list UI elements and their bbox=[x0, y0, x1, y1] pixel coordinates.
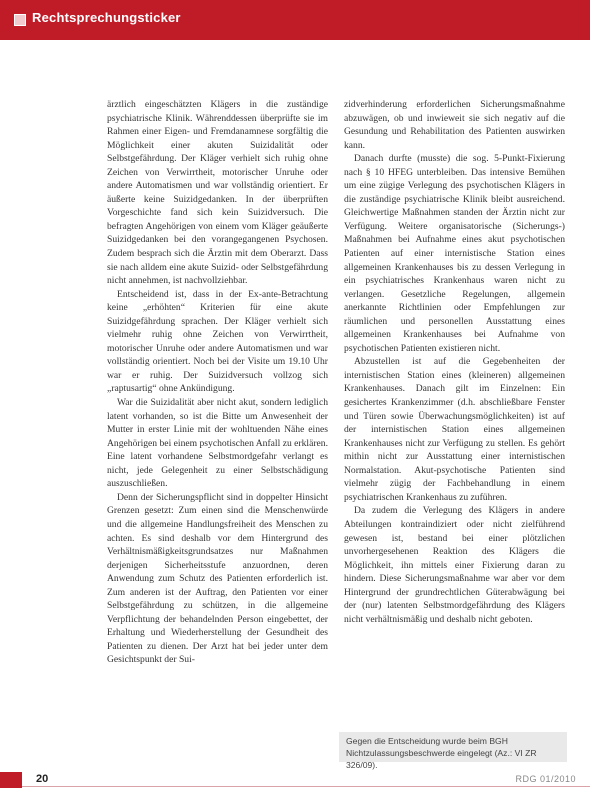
text-column-left bbox=[107, 98, 328, 667]
paragraph: zidverhinderung erforderlichen Sicherungsmaßnahme abzuwägen, ob und inwieweit sie sich negativ auf die Gesundung und Rehabilitation des Patienten auswirken kann. bbox=[344, 99, 565, 151]
paragraph: ärztlich eingeschätzten Klägers in die zuständige psychiatrische Klinik. Währenddessen überprüfte sie im Rahmen einer Eigen- und Fremdanamnese sorgfältig die Möglichkeit einer akuten Suizidalität oder Selbstgefährdung. Der Kläger verhielt sich ruhig ohne Zeichen von Verwirrtheit, motorischer Unruhe oder andere Automatismen und war vollständig orientiert. Er äußerte keine Suizidgedanken. In der überprüften Vorgeschichte fand sich kein Suizidversuch. Die befragten Angehörigen von einem vom Kläger geäußerte Suizidgedanken bei den vorangegangenen Psychosen. Zudem besprach sich die Ärztin mit dem Oberarzt. Dass sie nach alldem eine akute Suizid- oder Selbstgefährdung nicht annehmen, ist nachvollziehbar. bbox=[107, 99, 328, 287]
paragraph: War die Suizidalität aber nicht akut, sondern lediglich latent vorhanden, so ist die Bitte um Anwesenheit der Mutter in erster Linie mit der wohltuenden Nähe eines Angehörigen bei einem psychotischen Anfall zu erklären. Eine latent vorhandene Selbstmordgefahr verlangt es nicht, jede Gelegenheit zu einer Selbstschädigung auszuschließen. bbox=[107, 397, 328, 490]
text-column-right bbox=[344, 98, 565, 626]
paragraph: Abzustellen ist auf die Gegebenheiten der internistischen Station eines (kleineren) allgemeinen Krankenhauses. Danach gilt im Einzelnen: Ein gesichertes Krankenzimmer (d.h. abschließbare Fenster und Türen sowie Überwachungsmöglichkeiten) ist auf der internistischen Station eines allgemeinen Krankenhauses nicht zur Verfügung zu stellen. Es gehört mithin nicht zur Ausstattung einer internistischen Normalstation. Akut-psychotische Patienten sind vielmehr zügig der Fachbehandlung in einem psychiatrischen Krankenhaus zu zuführen. bbox=[344, 356, 565, 503]
footer-rule bbox=[22, 786, 590, 787]
note-box bbox=[339, 732, 567, 770]
footer-accent bbox=[0, 772, 22, 788]
journal-issue: RDG 01/2010 bbox=[515, 774, 576, 784]
header-bar bbox=[0, 0, 590, 40]
paragraph: Denn der Sicherungspflicht sind in doppelter Hinsicht Grenzen gesetzt: Zum einen sind die Menschenwürde und die allgemeine Handlungsfreiheit des Menschen zu achten. Es sind deshalb vor dem Hintergrund des Verhältnismäßigkeitsgrundsatzes nur Maßnahmen derjenigen Sicherheitsstufe anzuordnen, deren Anwendung zum Schutz des Patienten erforderlich ist. Zum anderen ist der Auftrag, den Patienten vor einer Selbstgefährdung zu schützen, in die allgemeine Verpflichtung der behandelnden Person eingebettet, der Erhaltung und Wiederherstellung der Gesundheit des Patienten zu dienen. Der Arzt hat bei jeder unter dem Gesichtspunkt der Sui- bbox=[107, 491, 328, 666]
section-marker-icon bbox=[14, 14, 26, 26]
paragraph: Da zudem die Verlegung des Klägers in andere Abteilungen kontraindiziert oder nicht zielführend gewesen ist, bestand bei einer plötzlichen unvorhergesehenen Reaktion des Klägers die Möglichkeit, ihn mittels einer Fixierung daran zu hindern. Diese Sicherungsmaßnahme war aber vor dem Hintergrund der grundrechtlichen Güterabwägung bei der (nur) latenten Selbstmordgefährdung des Klägers nicht verhältnismäßig und deshalb nicht geboten. bbox=[344, 505, 565, 625]
note-text: Gegen die Entscheidung wurde beim BGH Nichtzulassungsbeschwerde eingelegt (Az.: VI ZR 326/09). bbox=[346, 736, 537, 770]
page-number: 20 bbox=[36, 773, 49, 785]
footer-bar bbox=[0, 772, 590, 788]
section-title: Rechtsprechungsticker bbox=[32, 10, 181, 25]
paragraph: Entscheidend ist, dass in der Ex-ante-Betrachtung keine „erhöhten“ Kriterien für eine akute Suizidgefährdung sprachen. Der Kläger verhielt sich vielmehr ruhig ohne Zeichen von Verwirrtheit, motorischer Unruhe oder andere Automatismen und war vollständig orientiert. Noch bei der Visite um 19.10 Uhr war er ruhig. Der Suizidversuch vollzog sich „raptusartig“ ohne Ankündigung. bbox=[107, 288, 328, 395]
paragraph: Danach durfte (musste) die sog. 5-Punkt-Fixierung nach § 10 HFEG unterbleiben. Das intensive Bemühen um eine zügige Verlegung des psychotischen Klägers in die zuständige psychiatrische Klinik bleibt ausreichend. Gleichwertige Maßnahmen standen der Ärztin nicht zur Verfügung. Weitere organisatorische (Sicherungs-) Maßnahmen bei Aufnahme eines akut psychotischen Patienten auf einer internistische Station eines allgemeinen Krankenhauses bis zu dessen Verlegung in ein psychiatrisches Krankenhaus waren nicht zu verlangen. Gesetzliche Regelungen, allgemein anerkannte Richtlinien oder Empfehlungen zur räumlichen und personellen Ausstattung eines allgemeinen Krankenhauses bei Aufnahme von psychotischen Patienten existieren nicht. bbox=[344, 153, 565, 354]
